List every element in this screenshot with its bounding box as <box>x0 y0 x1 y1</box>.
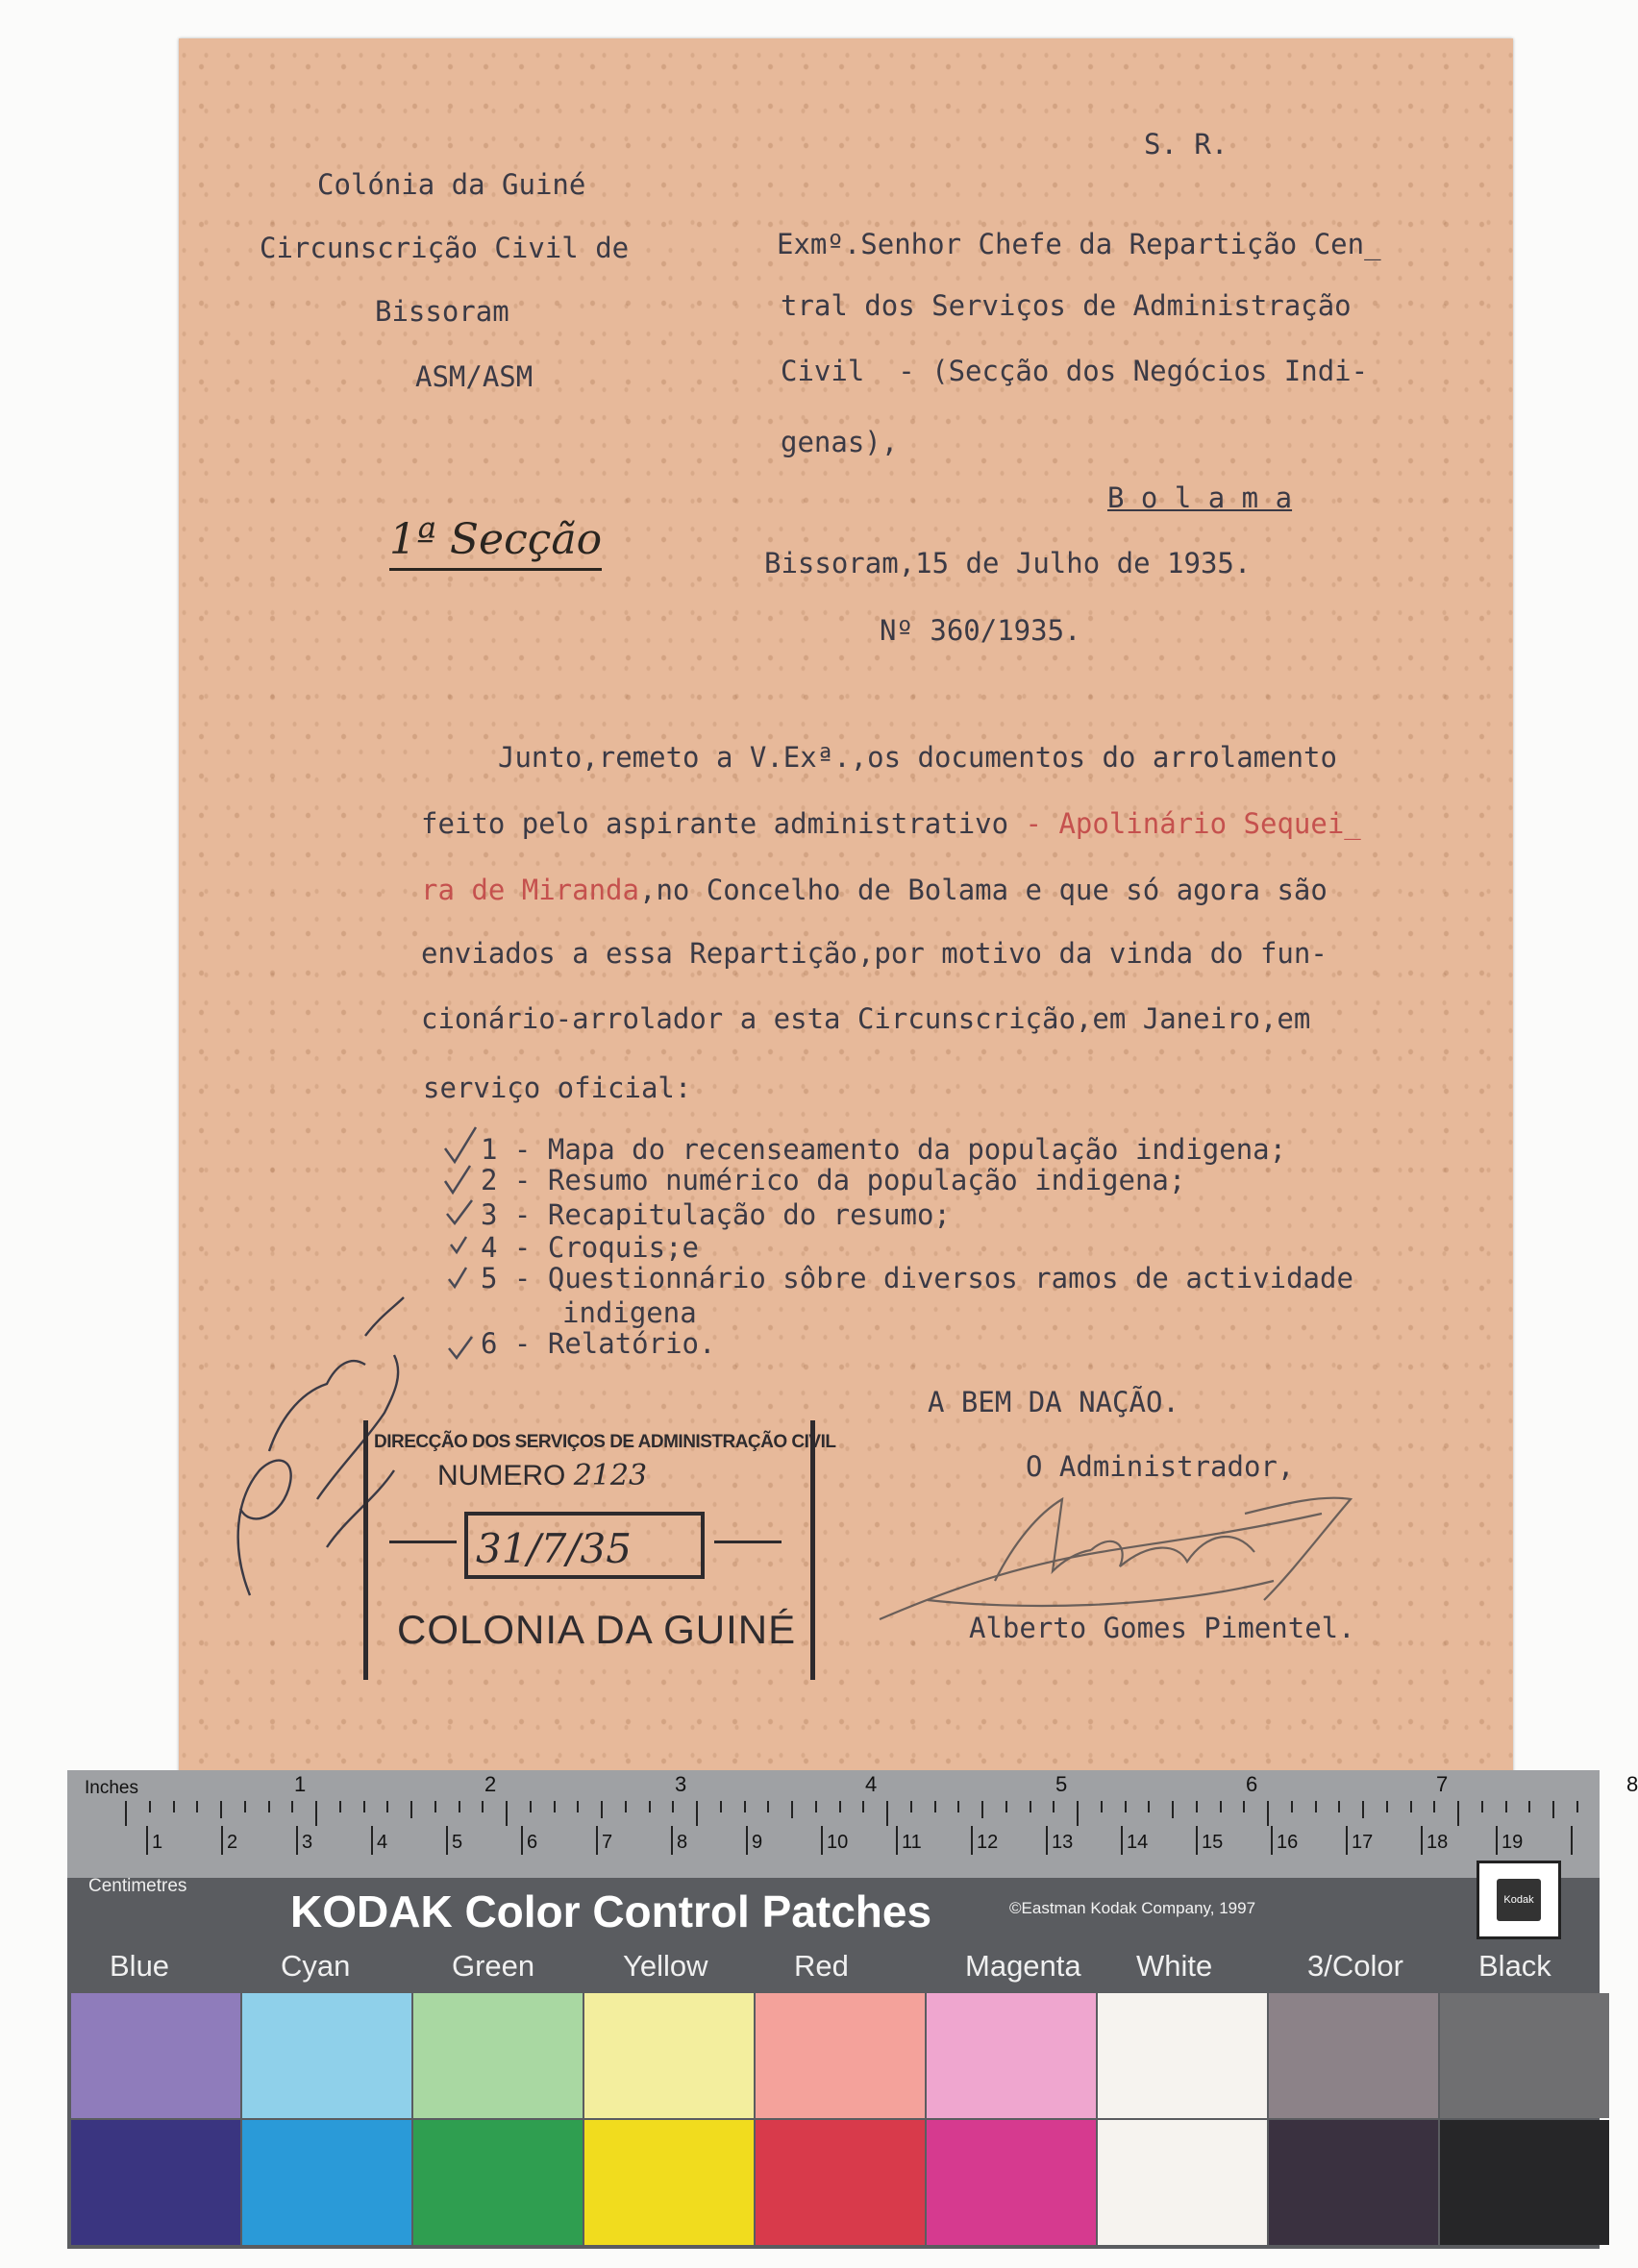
color-patch-light <box>756 1993 925 2118</box>
color-patch-dark <box>584 2120 754 2245</box>
color-patch-dark <box>756 2120 925 2245</box>
inch-number: 2 <box>484 1772 497 1796</box>
cm-tick <box>971 1826 973 1855</box>
inch-tick <box>1172 1801 1174 1818</box>
inch-tick <box>410 1801 412 1818</box>
check-marks <box>437 1120 498 1369</box>
patch-label: Blue <box>110 1949 170 1983</box>
color-patch-dark <box>413 2120 583 2245</box>
signatory-title: O Administrador, <box>1026 1450 1295 1483</box>
stamp-arrow-left <box>389 1541 457 1543</box>
color-patch-light <box>927 1993 1096 2118</box>
inch-tick <box>672 1801 674 1812</box>
cm-number: 11 <box>902 1832 922 1853</box>
inch-number: 3 <box>675 1772 687 1796</box>
handwritten-section-note: 1ª Secção <box>389 515 602 571</box>
inch-tick <box>815 1801 817 1812</box>
cm-number: 5 <box>452 1832 463 1853</box>
cm-tick <box>746 1826 748 1855</box>
color-patch-light <box>1440 1993 1609 2118</box>
enclosure-item-2: 2 - Resumo numérico da população indigena; <box>481 1164 1186 1196</box>
cm-tick <box>1196 1826 1198 1855</box>
inch-tick <box>744 1801 746 1812</box>
stamp-arrow-right <box>714 1541 782 1543</box>
inch-tick <box>839 1801 841 1812</box>
inch-tick <box>601 1801 603 1818</box>
enclosure-number: 5 <box>481 1262 498 1294</box>
inch-tick <box>1148 1801 1150 1812</box>
signatory-name: Alberto Gomes Pimentel. <box>969 1612 1355 1644</box>
inch-tick <box>196 1801 198 1812</box>
aspirant-name-part-1: - Apolinário Sequei_ <box>1025 807 1361 840</box>
color-patch-light <box>413 1993 583 2118</box>
cm-number: 3 <box>302 1832 313 1853</box>
body-line-3-text: ,no Concelho de Bolama e que só agora são <box>638 874 1328 906</box>
cm-tick <box>1346 1826 1348 1855</box>
inch-number: 6 <box>1246 1772 1258 1796</box>
check-mark-4 <box>451 1237 466 1252</box>
inch-tick <box>767 1801 769 1812</box>
enclosure-item-5-continued: indigena <box>562 1296 697 1329</box>
body-line-6: serviço oficial: <box>423 1072 692 1104</box>
inch-tick <box>1030 1801 1031 1812</box>
receipt-stamp <box>363 1420 836 1680</box>
cm-number: 6 <box>527 1832 538 1853</box>
addressee-city: B o l a m a <box>1107 481 1293 514</box>
inch-number: 4 <box>865 1772 878 1796</box>
cm-tick <box>1271 1826 1273 1855</box>
inch-tick <box>1315 1801 1317 1812</box>
inch-tick <box>506 1801 508 1826</box>
enclosure-item-4: 4 - Croquis;e <box>481 1231 699 1264</box>
cm-number: 1 <box>152 1832 163 1853</box>
cm-tick <box>821 1826 823 1855</box>
check-mark-1 <box>445 1127 476 1162</box>
patch-label: 3/Color <box>1307 1949 1403 1983</box>
patch-label: Green <box>452 1949 535 1983</box>
inch-tick <box>1552 1801 1554 1818</box>
handwritten-signature <box>870 1475 1360 1643</box>
inch-tick <box>981 1801 983 1818</box>
inch-tick <box>339 1801 341 1812</box>
patch-label: Magenta <box>965 1949 1081 1983</box>
patch-label: Black <box>1478 1949 1551 1983</box>
kodak-color-card <box>67 1770 1638 2249</box>
cm-number: 18 <box>1427 1832 1449 1853</box>
color-patch-light <box>1098 1993 1267 2118</box>
aspirant-name-part-2: ra de Miranda <box>421 874 639 906</box>
cm-tick <box>896 1826 898 1855</box>
enclosure-item-3: 3 - Recapitulação do resumo; <box>481 1198 951 1231</box>
cm-number: 9 <box>752 1832 763 1853</box>
letterhead-colony: Colónia da Guiné <box>317 168 586 201</box>
inch-tick <box>530 1801 532 1812</box>
inch-tick <box>1433 1801 1435 1812</box>
cm-tick <box>1046 1826 1048 1855</box>
cm-tick <box>371 1826 373 1855</box>
enclosure-number: 6 <box>481 1327 498 1360</box>
stamp-number-label: NUMERO <box>437 1460 566 1491</box>
inch-tick <box>1457 1801 1459 1826</box>
color-patch-light <box>1269 1993 1438 2118</box>
patch-label: Red <box>794 1949 849 1983</box>
inch-tick <box>244 1801 246 1812</box>
cm-number: 14 <box>1127 1832 1149 1853</box>
enclosure-text: Croquis;e <box>547 1231 699 1264</box>
cm-tick <box>1496 1826 1498 1855</box>
inch-tick <box>1410 1801 1412 1812</box>
card-title: KODAK Color Control Patches <box>290 1886 932 1936</box>
body-line-5: cionário-arrolador a esta Circunscrição,em Janeiro,em <box>421 1002 1311 1035</box>
inch-tick <box>1243 1801 1245 1812</box>
letterhead-circumscription: Circunscrição Civil de <box>260 232 630 264</box>
closing-formula: A BEM DA NAÇÃO. <box>928 1386 1179 1418</box>
inch-tick <box>957 1801 959 1812</box>
inch-tick <box>625 1801 627 1812</box>
patch-label: Cyan <box>281 1949 351 1983</box>
stamp-date: 31/7/35 <box>476 1525 632 1572</box>
cm-number: 13 <box>1052 1832 1074 1853</box>
inch-tick <box>1338 1801 1340 1812</box>
addressee-line-1: Exmº.Senhor Chefe da Repartição Cen_ <box>777 228 1381 260</box>
reference-number: Nº 360/1935. <box>880 614 1081 647</box>
inch-number: 1 <box>294 1772 307 1796</box>
cm-number: 4 <box>377 1832 388 1853</box>
cm-number: 12 <box>977 1832 999 1853</box>
inch-number: 8 <box>1626 1772 1638 1796</box>
inch-tick <box>1481 1801 1483 1812</box>
inch-tick <box>1125 1801 1127 1812</box>
cm-tick <box>1121 1826 1123 1855</box>
enclosure-number: 4 <box>481 1231 498 1264</box>
cm-number: 17 <box>1352 1832 1374 1853</box>
patch-label: White <box>1136 1949 1213 1983</box>
enclosure-item-5: 5 - Questionnário sôbre diversos ramos de actividade <box>481 1262 1353 1294</box>
color-patch-dark <box>242 2120 411 2245</box>
enclosure-text: Resumo numérico da população indigena; <box>547 1164 1186 1196</box>
inches-label: Inches <box>85 1778 138 1798</box>
addressee-line-4: genas), <box>781 426 899 458</box>
inch-tick <box>149 1801 151 1812</box>
inch-tick <box>386 1801 388 1812</box>
body-line-4: enviados a essa Repartição,por motivo da vinda do fun- <box>421 937 1328 970</box>
enclosure-text: Questionnário sôbre diversos ramos de actividade <box>547 1262 1353 1294</box>
stamp-number-row <box>437 1459 647 1492</box>
inch-tick <box>910 1801 912 1812</box>
enclosure-item-1: 1 - Mapa do recenseamento da população indigena; <box>481 1133 1287 1166</box>
inch-tick <box>1505 1801 1507 1812</box>
inch-tick <box>577 1801 579 1812</box>
letterhead-town: Bissoram <box>375 295 509 328</box>
inch-tick <box>1386 1801 1388 1812</box>
patch-label: Yellow <box>623 1949 708 1983</box>
enclosure-number: 2 <box>481 1164 498 1196</box>
cm-number: 8 <box>677 1832 688 1853</box>
inch-tick <box>1053 1801 1055 1812</box>
color-patch-dark <box>1269 2120 1438 2245</box>
inch-tick <box>315 1801 317 1826</box>
cm-number: 7 <box>602 1832 613 1853</box>
check-mark-5 <box>449 1268 466 1287</box>
inch-tick <box>363 1801 365 1812</box>
cm-tick <box>596 1826 598 1855</box>
color-patch-light <box>584 1993 754 2118</box>
color-patch-light <box>242 1993 411 2118</box>
inch-tick <box>649 1801 651 1812</box>
cm-tick <box>1421 1826 1423 1855</box>
cm-number: 16 <box>1277 1832 1299 1853</box>
inch-tick <box>1101 1801 1103 1812</box>
inch-tick <box>291 1801 293 1812</box>
inch-tick <box>434 1801 436 1812</box>
cm-tick <box>521 1826 523 1855</box>
enclosure-number: 1 <box>481 1133 498 1166</box>
color-patch-light <box>71 1993 240 2118</box>
inch-tick <box>1077 1801 1079 1826</box>
inch-number: 5 <box>1055 1772 1068 1796</box>
enclosure-number: 3 <box>481 1198 498 1231</box>
cm-number: 10 <box>827 1832 849 1853</box>
inch-tick <box>1220 1801 1222 1812</box>
inch-number: 7 <box>1436 1772 1449 1796</box>
check-mark-3 <box>447 1200 472 1223</box>
cm-tick <box>221 1826 223 1855</box>
date-line: Bissoram,15 de Julho de 1935. <box>764 547 1252 579</box>
cm-tick <box>296 1826 298 1855</box>
inch-tick <box>934 1801 936 1812</box>
ruler <box>67 1770 1638 1896</box>
cm-tick <box>1571 1826 1573 1855</box>
inch-tick <box>268 1801 270 1812</box>
body-line-3 <box>421 876 1328 904</box>
enclosure-text: Relatório. <box>547 1327 716 1360</box>
enclosure-text: Recapitulação do resumo; <box>547 1198 951 1231</box>
inch-tick <box>1196 1801 1198 1812</box>
inch-tick <box>1267 1801 1269 1826</box>
salutation: S. R. <box>1144 128 1228 160</box>
centimetres-label: Centimetres <box>88 1876 187 1896</box>
inch-tick <box>1576 1801 1578 1812</box>
addressee-line-2: tral dos Serviços de Administração <box>781 289 1352 322</box>
kodak-logo-mark: Kodak <box>1497 1879 1541 1921</box>
inch-tick <box>696 1801 698 1826</box>
inch-tick <box>554 1801 556 1812</box>
inch-tick <box>482 1801 484 1812</box>
inch-tick <box>125 1801 127 1826</box>
cm-tick <box>671 1826 673 1855</box>
addressee-line-3: Civil - (Secção dos Negócios Indi- <box>781 355 1369 387</box>
inch-tick <box>791 1801 793 1818</box>
kodak-logo <box>1477 1861 1561 1939</box>
letterhead-initials: ASM/ASM <box>415 360 534 393</box>
color-patch-dark <box>1098 2120 1267 2245</box>
inch-tick <box>886 1801 888 1826</box>
body-line-2 <box>421 807 1361 840</box>
check-mark-6 <box>449 1337 472 1358</box>
cm-number: 2 <box>227 1832 238 1853</box>
stamp-date-box <box>464 1512 705 1579</box>
enclosure-item-6: 6 - Relatório. <box>481 1327 716 1360</box>
stamp-footer: COLONIA DA GUINÉ <box>397 1607 797 1652</box>
inch-tick <box>220 1801 222 1818</box>
card-copyright: ©Eastman Kodak Company, 1997 <box>1009 1899 1256 1917</box>
inch-tick <box>1005 1801 1007 1812</box>
check-mark-2 <box>445 1166 470 1193</box>
inch-tick <box>1528 1801 1530 1812</box>
body-line-1: Junto,remeto a V.Exª.,os documentos do arrolamento <box>498 741 1337 774</box>
color-patch-dark <box>927 2120 1096 2245</box>
body-line-2-text: feito pelo aspirante administrativo <box>421 807 1026 840</box>
cm-number: 19 <box>1502 1832 1524 1853</box>
inch-tick <box>1291 1801 1293 1812</box>
inch-tick <box>173 1801 175 1812</box>
cm-tick <box>446 1826 448 1855</box>
color-patch-dark <box>71 2120 240 2245</box>
enclosure-text: Mapa do recenseamento da população indigena; <box>547 1133 1287 1166</box>
inch-tick <box>862 1801 864 1812</box>
cm-number: 15 <box>1202 1832 1224 1853</box>
inch-tick <box>459 1801 460 1812</box>
cm-tick <box>146 1826 148 1855</box>
inch-tick <box>720 1801 722 1812</box>
stamp-number-value: 2123 <box>573 1459 648 1492</box>
color-patch-dark <box>1440 2120 1609 2245</box>
stamp-header: DIRECÇÃO DOS SERVIÇOS DE ADMINISTRAÇÃO CIVIL <box>374 1432 836 1452</box>
inch-tick <box>1362 1801 1364 1818</box>
